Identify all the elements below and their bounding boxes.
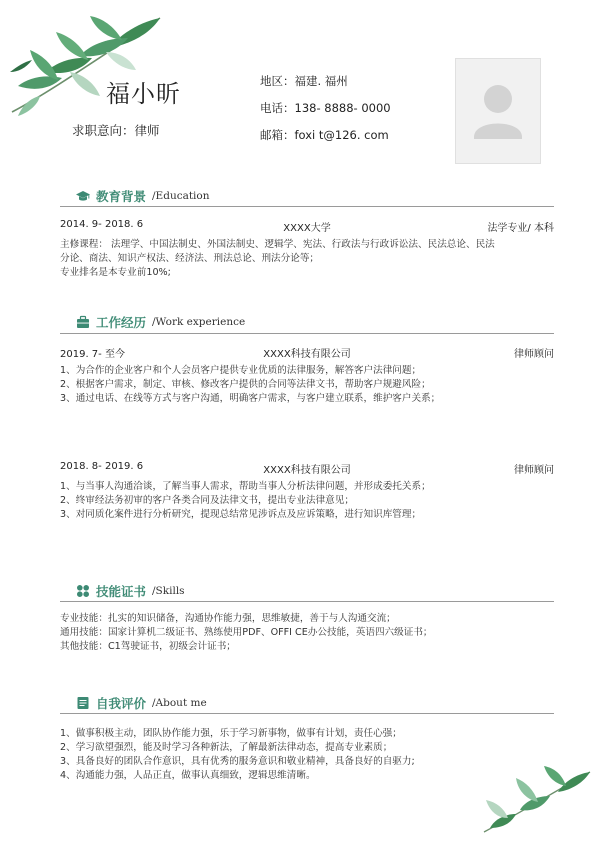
contact-phone: 电话：138- 8888- 0000 (260, 101, 391, 115)
education-major: 法学专业/ 本科 (487, 223, 554, 234)
about-line: 4、沟通能力强，人品正直，做事认真细致，逻辑思维清晰。 (60, 770, 316, 781)
skill-line: 专业技能：扎实的知识储备，沟通协作能力强，思维敏捷，善于与人沟通交流； (60, 613, 396, 624)
about-line: 2、学习欲望强烈，能及时学习各种新法，了解最新法律动态，提高专业素质； (60, 742, 393, 753)
job-duty-line: 1、为合作的企业客户和个人会员客户提供专业优质的法律服务，解答客户法律问题； (60, 365, 422, 376)
section-subtitle-education: /Education (152, 190, 210, 202)
divider-about (60, 713, 554, 714)
grid-icon (76, 584, 90, 598)
profile-photo (455, 58, 541, 164)
job-duty-line: 3、通过电话、在线等方式与客户沟通，明确客户需求，与客户建立联系，维护客户关系； (60, 393, 441, 404)
skill-line: 其他技能：C1驾驶证书，初级会计证书； (60, 641, 236, 652)
job-intent (72, 121, 160, 139)
section-title-work: 工作经历 (96, 315, 147, 330)
contact-region: 地区：福建. 福州 (260, 74, 348, 88)
leaf-decoration-top-left (10, 12, 180, 127)
divider-skills (60, 601, 554, 602)
divider-work (60, 333, 554, 334)
education-details (60, 238, 554, 280)
job-duty-line: 2、终审经法务初审的客户各类合同及法律文书，提出专业法律意见； (60, 495, 354, 506)
job-duty-line: 2、根据客户需求，制定、审核、修改客户提供的合同等法律文书，帮助客户规避风险； (60, 379, 431, 390)
education-line: 主修课程： 法理学、中国法制史、外国法制史、逻辑学、宪法、行政法与行政诉讼法、民法总论、民法 (60, 239, 495, 250)
section-subtitle-skills: /Skills (152, 585, 185, 597)
candidate-name: 福小昕 (106, 80, 181, 108)
job-intent-label: 求职意向： (72, 123, 135, 138)
about-details (60, 727, 554, 783)
section-title-education: 教育背景 (96, 189, 147, 204)
section-header-education (76, 187, 210, 205)
job-company: XXXX科技有限公司 (263, 349, 351, 360)
job-role: 律师顾问 (514, 349, 554, 360)
about-line: 1、做事积极主动，团队协作能力强，乐于学习新事物，做事有计划，责任心强； (60, 728, 402, 739)
job-entry-header (60, 461, 554, 475)
education-line: 专业排名是本专业前10%; (60, 267, 171, 278)
job-duty-line: 1、与当事人沟通洽谈，了解当事人需求，帮助当事人分析法律问题，并形成委托关系； (60, 481, 431, 492)
section-title-skills: 技能证书 (96, 584, 147, 599)
education-line: 分论、商法、知识产权法、经济法、刑法总论、刑法分论等； (60, 253, 320, 264)
skill-line: 通用技能：国家计算机二级证书、熟练使用PDF、OFFI CE办公技能，英语四六级证书； (60, 627, 433, 638)
section-header-work (76, 313, 245, 331)
divider-education (60, 206, 554, 207)
document-icon (76, 696, 90, 710)
job-duty-line: 3、对同质化案件进行分析研究，提现总结常见涉诉点及应诉策略，进行知识库管理； (60, 509, 422, 520)
job-period: 2018. 8- 2019. 6 (60, 461, 144, 472)
avatar-placeholder-icon (456, 59, 540, 163)
contact-email: 邮箱：foxi t@126. com (260, 128, 389, 142)
job-duties (60, 364, 554, 406)
education-period: 2014. 9- 2018. 6 (60, 219, 144, 230)
section-header-skills (76, 582, 185, 600)
section-subtitle-about: /About me (152, 697, 207, 709)
job-role: 律师顾问 (514, 465, 554, 476)
section-header-about (76, 694, 207, 712)
about-line: 3、具备良好的团队合作意识，具有优秀的服务意识和敬业精神，具备良好的自驱力; (60, 756, 415, 767)
job-company: XXXX科技有限公司 (263, 465, 351, 476)
section-title-about: 自我评价 (96, 696, 147, 711)
education-entry-header (60, 219, 554, 233)
skills-details (60, 612, 554, 654)
job-intent-value: 律师 (134, 123, 160, 138)
briefcase-icon (76, 315, 90, 329)
job-entry-header (60, 345, 554, 359)
section-subtitle-work: /Work experience (152, 316, 246, 328)
job-period: 2019. 7- 至今 (60, 349, 125, 360)
job-duties (60, 480, 554, 522)
education-school: XXXX大学 (283, 223, 331, 234)
graduation-cap-icon (76, 189, 90, 203)
